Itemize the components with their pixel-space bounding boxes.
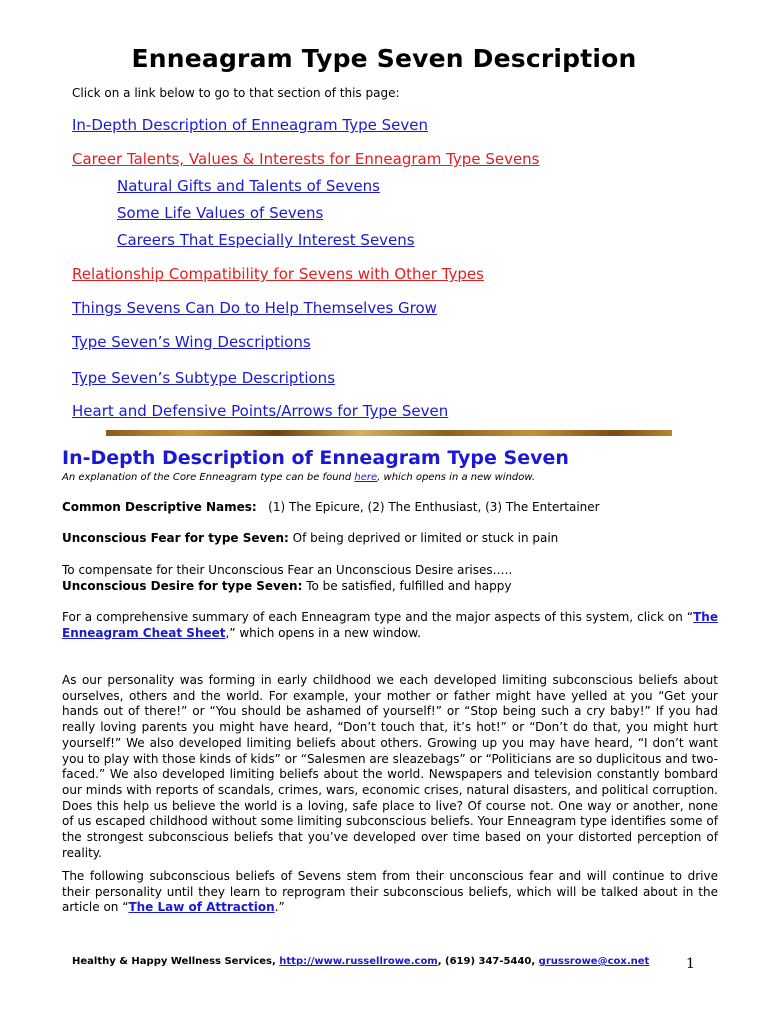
section-heading: In-Depth Description of Enneagram Type Seven bbox=[62, 447, 569, 469]
section-subtitle: An explanation of the Core Enneagram type can be found here, which opens in a new window. bbox=[62, 472, 536, 483]
law-of-attraction-link[interactable]: The Law of Attraction bbox=[128, 900, 275, 915]
decorative-divider bbox=[106, 430, 672, 436]
page-number: 1 bbox=[686, 956, 695, 972]
body-paragraph-1: As our personality was forming in early childhood we each developed limiting subconscious beliefs about ourselves, others and the world. For example, your mother or father might have yelled at you “Get your hands out of there!” or “You should be ashamed of yourself!” or “Stop being such a cry baby!” If you had really loving parents you might have heard, “Don’t touch that, it’s hot!” or “Don’t do that, you might hurt yourself!” We also developed limiting beliefs about others. Growing up you may have heard, “I don’t want you to play with those kinds of kids” or “Salesmen are sleazebags” or “Politicians are so duplicitous and two-faced.” We also developed limiting beliefs about the world. Newspapers and television constantly bombard our minds with reports of scandals, crimes, wars, economic crises, natural disasters, and political corruption. Does this help us believe the world is a loving, safe place to live? Of course not. One way or another, none of us escaped childhood without some limiting subconscious beliefs. Your Enneagram type identifies some of the strongest subconscious beliefs that you’ve developed over time based on your distorted perception of reality. bbox=[62, 673, 718, 860]
toc-link-heart-defensive-points[interactable]: Heart and Defensive Points/Arrows for Type Seven bbox=[72, 402, 449, 420]
footer-phone: , (619) 347-5440, bbox=[437, 956, 536, 967]
toc-link-subtype-descriptions[interactable]: Type Seven’s Subtype Descriptions bbox=[72, 369, 336, 387]
descriptive-names-label: Common Descriptive Names: bbox=[62, 500, 257, 514]
toc-link-career-talents[interactable]: Career Talents, Values & Interests for Enneagram Type Sevens bbox=[72, 150, 540, 168]
toc-link-relationship-compatibility[interactable]: Relationship Compatibility for Sevens with Other Types bbox=[72, 265, 484, 283]
toc-link-help-themselves-grow[interactable]: Things Sevens Can Do to Help Themselves Grow bbox=[72, 299, 437, 317]
toc-link-natural-gifts[interactable]: Natural Gifts and Talents of Sevens bbox=[117, 177, 380, 195]
cheat-sheet-link[interactable]: The Enneagram Cheat Sheet bbox=[62, 610, 718, 640]
footer-email-link[interactable]: grussrowe@cox.net bbox=[538, 956, 650, 967]
toc-intro: Click on a link below to go to that section of this page: bbox=[72, 86, 400, 100]
here-link[interactable]: here bbox=[354, 472, 378, 483]
page-footer bbox=[72, 956, 649, 967]
compensate-line: To compensate for their Unconscious Fear an Unconscious Desire arises….. bbox=[62, 563, 513, 577]
unconscious-fear-line bbox=[62, 531, 558, 545]
footer-company: Healthy & Happy Wellness Services, bbox=[72, 956, 276, 967]
unconscious-desire-label: Unconscious Desire for type Seven: bbox=[62, 579, 303, 593]
unconscious-fear-value: Of being deprived or limited or stuck in pain bbox=[292, 531, 559, 545]
unconscious-fear-label: Unconscious Fear for type Seven: bbox=[62, 531, 289, 545]
unconscious-desire-value: To be satisfied, fulfilled and happy bbox=[306, 579, 512, 593]
toc-link-careers[interactable]: Careers That Especially Interest Sevens bbox=[117, 231, 415, 249]
page-title: Enneagram Type Seven Description bbox=[131, 44, 637, 73]
toc-link-life-values[interactable]: Some Life Values of Sevens bbox=[117, 204, 324, 222]
toc-link-in-depth-description[interactable]: In-Depth Description of Enneagram Type Seven bbox=[72, 116, 428, 134]
descriptive-names-value: (1) The Epicure, (2) The Enthusiast, (3) The Entertainer bbox=[268, 500, 600, 514]
descriptive-names-line bbox=[62, 500, 600, 514]
body-paragraph-2: The following subconscious beliefs of Sevens stem from their unconscious fear and will continue to drive their personality until they learn to reprogram their subconscious beliefs, which will be talked about in the article on “The Law of Attraction.” bbox=[62, 869, 718, 915]
cheat-sheet-paragraph: For a comprehensive summary of each Enneagram type and the major aspects of this system, click on “The Enneagram Cheat Sheet,” which opens in a new window. bbox=[62, 610, 718, 640]
footer-website-link[interactable]: http://www.russellrowe.com bbox=[279, 956, 438, 967]
toc-link-wing-descriptions[interactable]: Type Seven’s Wing Descriptions bbox=[72, 333, 311, 351]
unconscious-desire-line bbox=[62, 579, 511, 593]
